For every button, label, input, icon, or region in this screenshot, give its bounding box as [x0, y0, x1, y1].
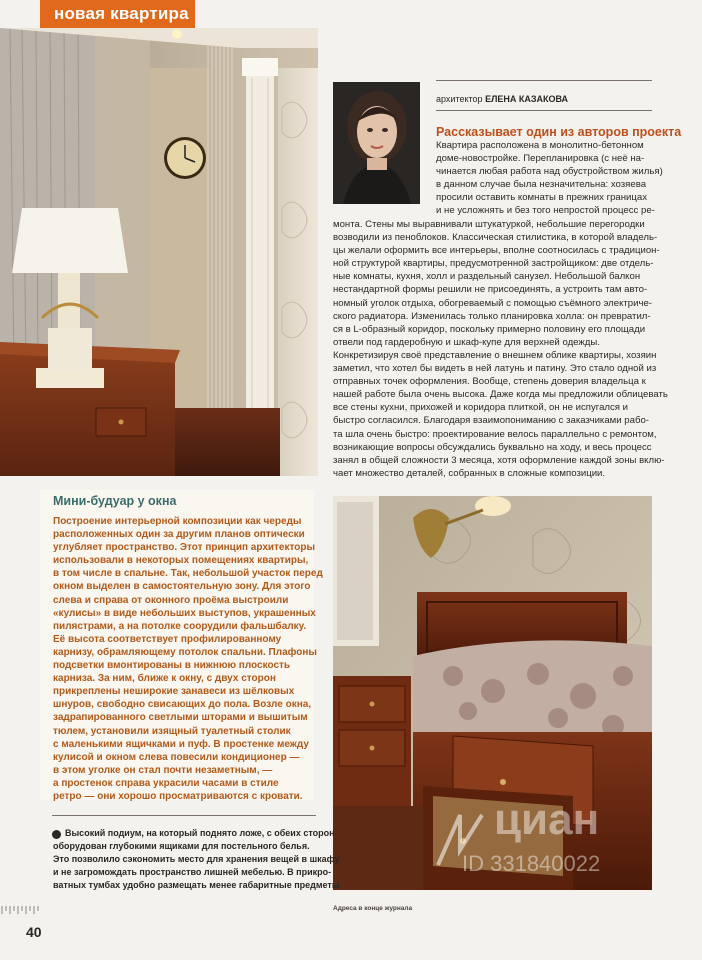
interview-line: и не усложнять и без того непростой процесс ре-	[436, 205, 655, 217]
boudoir-line: пилястрами, а на потолке соорудили фальшбалку.	[53, 620, 307, 632]
architect-prefix: архитектор	[436, 94, 483, 104]
interview-line: возводили из пеноблоков. Классическая стилистика, в которой владель-	[333, 232, 658, 244]
interview-text-narrow	[436, 139, 663, 218]
interview-line: ского радиатора. Изменилась только планировка холла: он превратил-	[333, 310, 651, 322]
bedroom-photo	[333, 496, 652, 890]
boudoir-heading: Мини-будуар у окна	[53, 494, 177, 508]
top-rule	[436, 80, 652, 81]
interview-line: та шла очень быстро: проектирование велось параллельно с ремонтом,	[333, 428, 657, 440]
interview-line: нашей работе была очень высока. Даже когда мы предложили облицевать	[333, 389, 668, 401]
watermark-id: ID 331840022	[462, 851, 601, 876]
boudoir-line: задрапированного светлыми шторами и вышитым	[53, 712, 308, 724]
caption-rule	[52, 815, 316, 816]
interview-line: возникающие вопросы обсуждались буквально на ходу, и весь процесс	[333, 441, 652, 453]
boudoir-line: подсветки вмонтированы в нижнюю плоскость	[53, 660, 291, 672]
boudoir-text	[53, 515, 323, 803]
interview-line: отправных точек оформления. Вообще, степень доверия владельца к	[333, 376, 646, 388]
boudoir-line: кулисой и окном слева повесили кондиционер —	[53, 751, 300, 763]
caption-line: Высокий подиум, на который поднято ложе, с обеих сторон	[65, 828, 335, 838]
interview-line: монта. Стены мы выравнивали штукатуркой, небольшие перегородки	[333, 219, 645, 230]
interview-line: в данном случае была незначительна: хозяева	[436, 179, 647, 191]
interview-line: номный уголок отдыха, обогреваемый с помощью съёмного электриче-	[333, 297, 652, 309]
interview-line: ные комнаты, кухня, холл и раздельный санузел. Небольшой балкон	[333, 271, 641, 283]
interview-line: чает множество деталей, собранных в сложные композиции.	[333, 467, 606, 479]
interview-line: быстро согласился. Благодаря взаимопониманию с заказчиками рабо-	[333, 415, 649, 427]
interview-line: Квартира расположена в монолитно-бетонном	[436, 140, 644, 151]
living-room-photo	[0, 28, 318, 476]
interview-line: все стены кухни, прихожей и коридора плиткой, он не испугался и	[333, 402, 629, 414]
interview-line: заметил, что хотел бы видеть в ней латунь и патину. Это стало одной из	[333, 363, 657, 375]
interview-line: ной структурой квартиры, предусмотренной застройщиком: две отдель-	[333, 258, 654, 270]
interview-heading: Рассказывает один из авторов проекта	[436, 125, 682, 139]
boudoir-line: прикреплены неширокие занавеси из шёлковых	[53, 686, 295, 698]
interview-line: ся в L-образный коридор, поскольку примерно половину его площади	[333, 323, 646, 335]
boudoir-line: окном выделен в самостоятельную зону. Для этого	[53, 581, 311, 593]
boudoir-line: углубляет пространство. Этот принцип архитекторы	[53, 542, 316, 554]
interview-line: Конкретизируя своё представление о внешнем облике квартиры, хозяин	[333, 349, 657, 361]
boudoir-line: а простенок справа украсили часами в стиле	[53, 777, 279, 789]
caption-line: оборудован глубокими ящиками для постельного белья.	[53, 841, 310, 851]
interview-line: цы желали оформить все интерьеры, вполне соотносилась с традицион-	[333, 245, 660, 257]
boudoir-line: слева и справа от оконного проёма выстроили	[53, 594, 289, 606]
boudoir-line: с маленькими ящичками и пуф. В простенке между	[53, 738, 309, 750]
boudoir-line: тюлем, установили изящный туалетный столик	[53, 725, 291, 737]
architect-portrait	[333, 82, 420, 204]
boudoir-line: в этом уголке он стал почти незаметным, —	[53, 764, 273, 776]
section-label: новая квартира	[40, 0, 195, 28]
architect-credit	[436, 94, 568, 104]
interview-line: чинается любая работа над обустройством жилья)	[436, 166, 663, 178]
boudoir-line: шнуров, свободно свисающих до пола. Возле окна,	[53, 699, 312, 711]
address-note: Адреса в конце журнала	[333, 905, 413, 912]
credit-rule	[436, 110, 652, 111]
boudoir-line: в том числе в спальне. Так, небольшой участок перед	[53, 568, 323, 580]
photo-caption	[53, 827, 340, 892]
boudoir-line: карнизу, обрамляющему потолок спальни. Плафоны	[53, 646, 317, 658]
page-number: 40	[26, 924, 42, 940]
interview-line: нестандартной формы решили не присоединять, а устроить там авто-	[333, 284, 648, 296]
watermark-brand: циан	[494, 795, 600, 844]
boudoir-line: расположенных один за другим планов оптически	[53, 529, 305, 541]
caption-line: Это позволило сэкономить место для хранения вещей в шкафу	[53, 854, 340, 864]
architect-name: ЕЛЕНА КАЗАКОВА	[485, 94, 569, 104]
interview-line: отвели под гардеробную и шкаф-купе для верхней одежды.	[333, 336, 600, 348]
boudoir-line: Построение интерьерной композиции как череды	[53, 516, 302, 527]
interview-line: занял в общей сложности 3 месяца, хотя оформление каждой зоны вклю-	[333, 454, 665, 466]
caption-line: ватных тумбах удобно размещать менее габаритные предметы	[53, 880, 340, 890]
interview-text-wide	[333, 218, 668, 480]
boudoir-line: ретро — они хорошо просматриваются с кровати.	[53, 790, 303, 802]
boudoir-line: «кулисы» в виде небольших выступов, украшенных	[53, 607, 316, 619]
boudoir-line: использовали в некоторых помещениях квартиры,	[53, 555, 309, 567]
interview-line: доме-новостройке. Перепланировка (с неё на-	[436, 153, 645, 165]
boudoir-line: карниза. За ним, ближе к окну, с двух сторон	[53, 673, 276, 685]
caption-line: и не загромождать пространство лишней мебелью. В прикро-	[53, 867, 332, 877]
interview-line: просили оставить комнаты в прежних границах	[436, 192, 648, 204]
boudoir-line: Её высота соответствует профилированному	[53, 633, 282, 645]
